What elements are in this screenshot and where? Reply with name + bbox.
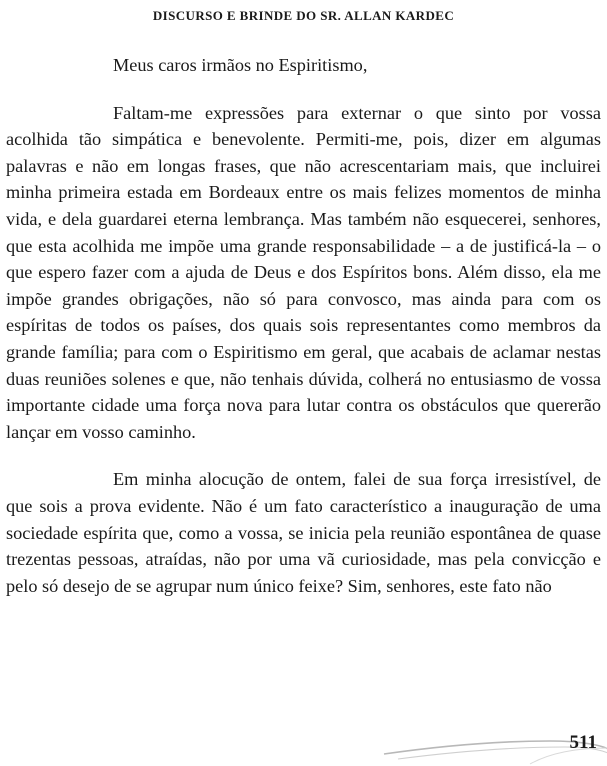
- running-header: DISCURSO E BRINDE DO SR. ALLAN KARDEC: [152, 8, 455, 23]
- body-text: [6, 52, 601, 599]
- paragraph-1: Faltam-me expressões para externar o que sinto por vossa acolhida tão simpática e benevolente. Permiti-me, pois, dizer em algumas palavras e não em longas frases, que não acrescentariam mais, que incluirei minha primeira estada em Bordeaux entre os mais felizes momentos de minha vida, e dela guardarei eterna lembrança. Mas também não esquecerei, senhores, que esta acolhida me impõe uma grande responsabilidade – a de justificá-la – o que espero fazer com a ajuda de Deus e dos Espíritos bons. Além disso, ela me impõe grandes obrigações, não só para convosco, mas ainda para com os espíritas de todos os países, dos quais sois representantes como membros da grande família; para com o Espiritismo em geral, que acabais de aclamar nestas duas reuniões solenes e que, não tenhais dúvida, colherá no entusiasmo de vossa importante cidade uma força nova para lutar contra os obstáculos que quererão lançar em vosso caminho.: [6, 102, 601, 442]
- salutation: Meus caros irmãos no Espiritismo,: [113, 55, 368, 75]
- paragraph-2: Em minha alocução de ontem, falei de sua força irresistível, de que sois a prova evidente. Não é um fato característico a inauguração de uma sociedade espírita que, como a vossa, se inicia pela reunião espontânea de quase trezentas pessoas, atraídas, não por uma vã curiosidade, mas pela convicção e pelo só desejo de se agrupar num único feixe? Sim, senhores, este fato não: [6, 469, 601, 596]
- page-number: 511: [569, 732, 597, 753]
